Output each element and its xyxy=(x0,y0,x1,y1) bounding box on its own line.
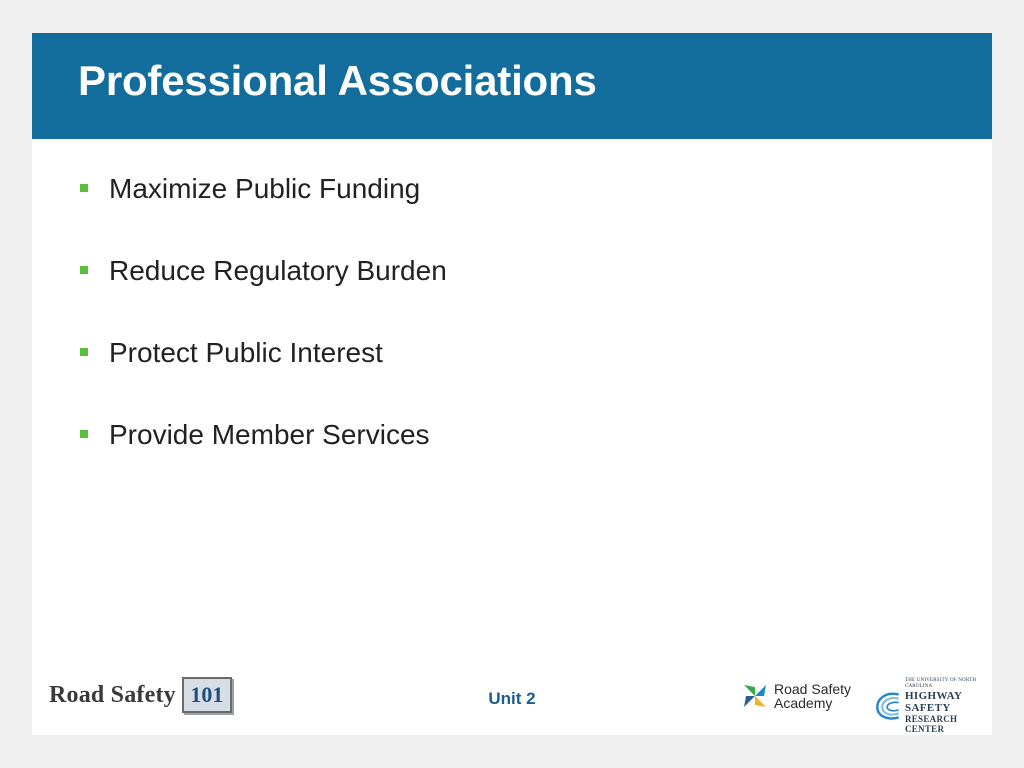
academy-logo-line: Road Safety xyxy=(774,681,852,697)
bullet-text: Provide Member Services xyxy=(109,419,430,450)
road-safety-101-logo xyxy=(49,677,232,713)
bullet-item xyxy=(80,254,447,336)
bullet-item xyxy=(80,172,447,254)
hsrc-logo-line: RESEARCH CENTER xyxy=(904,714,958,734)
road-safety-logo-text: Road Safety xyxy=(49,681,176,708)
hsrc-logo xyxy=(874,678,992,734)
road-safety-academy-logo xyxy=(740,681,851,711)
bullet-text: Protect Public Interest xyxy=(109,337,383,368)
slide-title: Professional Associations xyxy=(78,57,597,104)
square-bullet-icon xyxy=(80,266,88,274)
bullet-text: Reduce Regulatory Burden xyxy=(109,255,447,286)
unit-label: Unit 2 xyxy=(488,689,536,708)
title-bar xyxy=(32,33,992,139)
bullet-list xyxy=(80,172,447,500)
hsrc-logo-text xyxy=(905,678,992,734)
square-bullet-icon xyxy=(80,348,88,356)
academy-logo-text xyxy=(774,682,851,710)
bullet-item xyxy=(80,418,447,500)
hsrc-logo-line: HIGHWAY SAFETY xyxy=(904,690,962,714)
bullet-item xyxy=(80,336,447,418)
bullet-text: Maximize Public Funding xyxy=(109,173,421,204)
swoosh-circle-icon xyxy=(874,686,902,726)
road-safety-101-badge: 101 xyxy=(182,677,232,713)
hsrc-logo-line: THE UNIVERSITY OF NORTH CAROLINA xyxy=(904,678,977,689)
square-bullet-icon xyxy=(80,430,88,438)
pinwheel-icon xyxy=(740,681,770,711)
square-bullet-icon xyxy=(80,184,88,192)
slide xyxy=(32,33,992,735)
academy-logo-line: Academy xyxy=(774,695,833,711)
